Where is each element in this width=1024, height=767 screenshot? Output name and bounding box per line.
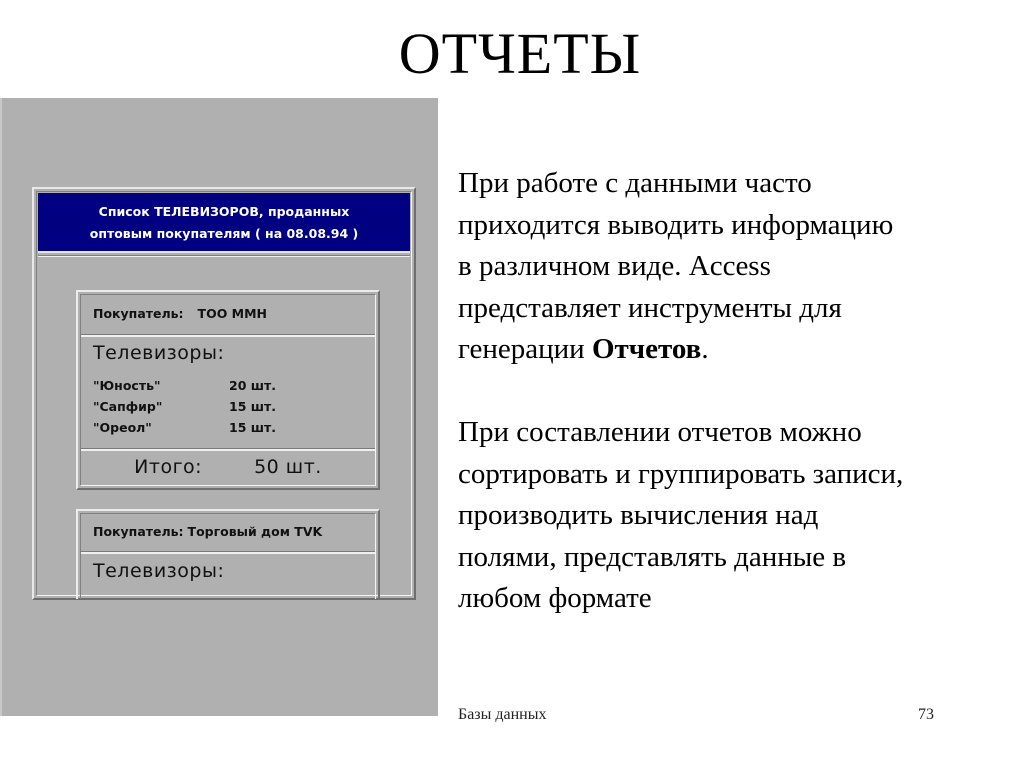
tv-model: "Ореол" (93, 420, 152, 435)
paragraph-line: сортировать и группировать записи, (458, 457, 904, 490)
tv-qty: 15 шт. (229, 399, 277, 414)
paragraph-punct: . (701, 333, 709, 365)
paragraph-line: в различном виде. Access (458, 250, 771, 282)
customer-name: ТОО ММН (197, 306, 268, 321)
paragraph-line (458, 329, 1018, 371)
report-header-divider (38, 255, 410, 257)
tv-qty: 15 шт. (229, 420, 277, 435)
tv-heading: Телевизоры: (93, 560, 225, 582)
report-header-line2: оптовым покупателям ( на 08.08.94 ) (89, 226, 359, 241)
tv-qty: 20 шт. (229, 378, 277, 393)
paragraph-line: любом формате (458, 582, 652, 614)
footer-title: Базы данных (458, 706, 547, 723)
paragraph-line: При составлении отчетов можно (458, 416, 862, 448)
report-header-line1: Список ТЕЛЕВИЗОРОВ, проданных (98, 204, 350, 219)
customer-label (93, 306, 267, 321)
tv-list-section (81, 337, 375, 449)
total-label: Итого: (134, 456, 203, 478)
total-row (78, 456, 378, 478)
paragraph-line: производить вычисления над (458, 499, 819, 531)
paragraph-line: полями, представлять данные в (458, 540, 847, 573)
paragraph-line: приходится выводить информацию (458, 208, 894, 241)
customer-group-1 (76, 290, 380, 490)
slide-title: ОТЧЕТЫ (398, 21, 642, 86)
tv-item (93, 375, 276, 396)
customer-header-row (81, 295, 375, 335)
customer-name: Торговый дом TVK (187, 524, 323, 539)
report-window (32, 187, 416, 600)
tv-list-section (81, 554, 375, 601)
report-screenshot-panel (0, 98, 438, 716)
tv-item (93, 417, 276, 438)
customer-header-row (81, 514, 375, 552)
paragraph-capabilities (458, 412, 1018, 620)
paragraph-line: При работе с данными часто (458, 167, 812, 199)
tv-model: "Юность" (93, 378, 161, 393)
tv-list (93, 375, 276, 438)
paragraph-intro (458, 163, 1018, 371)
paragraph-text: генерации (458, 333, 592, 365)
tv-model: "Сапфир" (93, 399, 163, 414)
total-value: 50 шт. (254, 456, 322, 478)
customer-label-text: Покупатель: (93, 524, 184, 539)
tv-item (93, 396, 276, 417)
tv-heading: Телевизоры: (93, 342, 225, 364)
customer-label (93, 524, 322, 539)
page-number: 73 (918, 706, 934, 723)
customer-group-2 (76, 509, 380, 599)
emphasis-reports: Отчетов (591, 333, 702, 365)
paragraph-line: представляет инструменты для (458, 291, 842, 324)
customer-label-text: Покупатель: (93, 306, 184, 321)
report-header (38, 193, 410, 253)
